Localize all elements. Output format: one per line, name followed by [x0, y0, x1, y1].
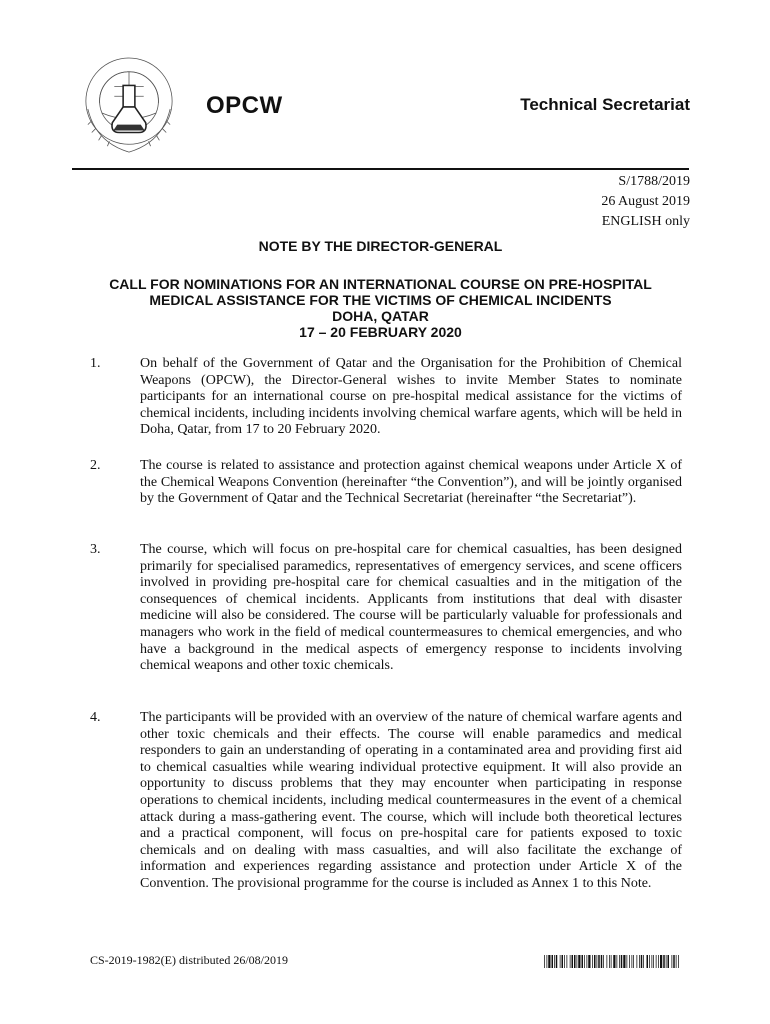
organisation-name: OPCW — [206, 92, 283, 119]
paragraph-number: 2. — [90, 458, 101, 473]
paragraph — [90, 356, 682, 439]
document-number: S/1788/2019 — [618, 174, 690, 189]
document-language: ENGLISH only — [601, 214, 690, 229]
title-line: DOHA, QATAR — [332, 308, 429, 324]
paragraph-number: 4. — [90, 710, 101, 725]
barcode-icon — [544, 955, 680, 968]
secretariat-label: Technical Secretariat — [520, 95, 690, 114]
distribution-note: CS-2019-1982(E) distributed 26/08/2019 — [90, 953, 288, 967]
paragraph-text: On behalf of the Government of Qatar and the Organisation for the Prohibition of Chemical Weapons (OPCW), the Director-General wishes to invite Member States to nominate participants for an international course on pre-hospital medical assistance for the victims of chemical incidents, including incidents involving chemical warfare agents, which will be held in Doha, Qatar, from 17 to 20 February 2020. — [140, 356, 682, 438]
title-line: MEDICAL ASSISTANCE FOR THE VICTIMS OF CHEMICAL INCIDENTS — [149, 292, 612, 308]
paragraph-text: The participants will be provided with an overview of the nature of chemical warfare agents and other toxic chemicals and their effects. The course will enable paramedics and medical responders to gain an understanding of operating in a contaminated area and providing first aid to chemical casualties while wearing individual protective equipment. It will also provide an opportunity to discuss problems that they may encounter when participating in response operations to chemical incidents, including medical countermeasures in the event of a chemical attack during a mass-gathering event. The course, which will include both theoretical lectures and a practical component, will focus on pre-hospital care for patients exposed to toxic chemicals and on dealing with mass casualties, and will also facilitate the exchange of information and experiences regarding assistance and protection under Article X of the Convention. The provisional programme for the course is included as Annex 1 to this Note. — [140, 710, 682, 891]
paragraph-text: The course is related to assistance and protection against chemical weapons under Article X of the Chemical Weapons Convention (hereinafter “the Convention”), and will be jointly organised by the Government of Qatar and the Technical Secretariat (hereinafter “the Secretariat”). — [140, 458, 682, 507]
document-date: 26 August 2019 — [601, 194, 690, 209]
paragraph — [90, 458, 682, 508]
header-divider — [72, 168, 689, 170]
title-line: 17 – 20 FEBRUARY 2020 — [299, 324, 462, 340]
paragraph — [90, 542, 682, 675]
opcw-emblem-icon — [80, 52, 178, 162]
note-heading: NOTE BY THE DIRECTOR-GENERAL — [258, 238, 503, 254]
paragraph-number: 3. — [90, 542, 101, 557]
paragraph-text: The course, which will focus on pre-hospital care for chemical casualties, has been designed primarily for specialised paramedics, representatives of emergency services, and scene officers involved in providing pre-hospital care for chemical casualties and in the mitigation of the consequences of chemical incidents. Applicants from institutions that deal with disaster medicine will also be considered. The course will be particularly valuable for professionals and managers who work in the field of medical countermeasures to chemical emergencies, and who have a background in the medical aspects of emergency response to incidents involving chemical weapons and other toxic chemicals. — [140, 542, 682, 674]
document-meta — [601, 172, 690, 232]
title-line: CALL FOR NOMINATIONS FOR AN INTERNATIONAL COURSE ON PRE-HOSPITAL — [109, 276, 652, 292]
document-title — [72, 276, 689, 340]
paragraph-number: 1. — [90, 356, 101, 371]
paragraph — [90, 710, 682, 893]
